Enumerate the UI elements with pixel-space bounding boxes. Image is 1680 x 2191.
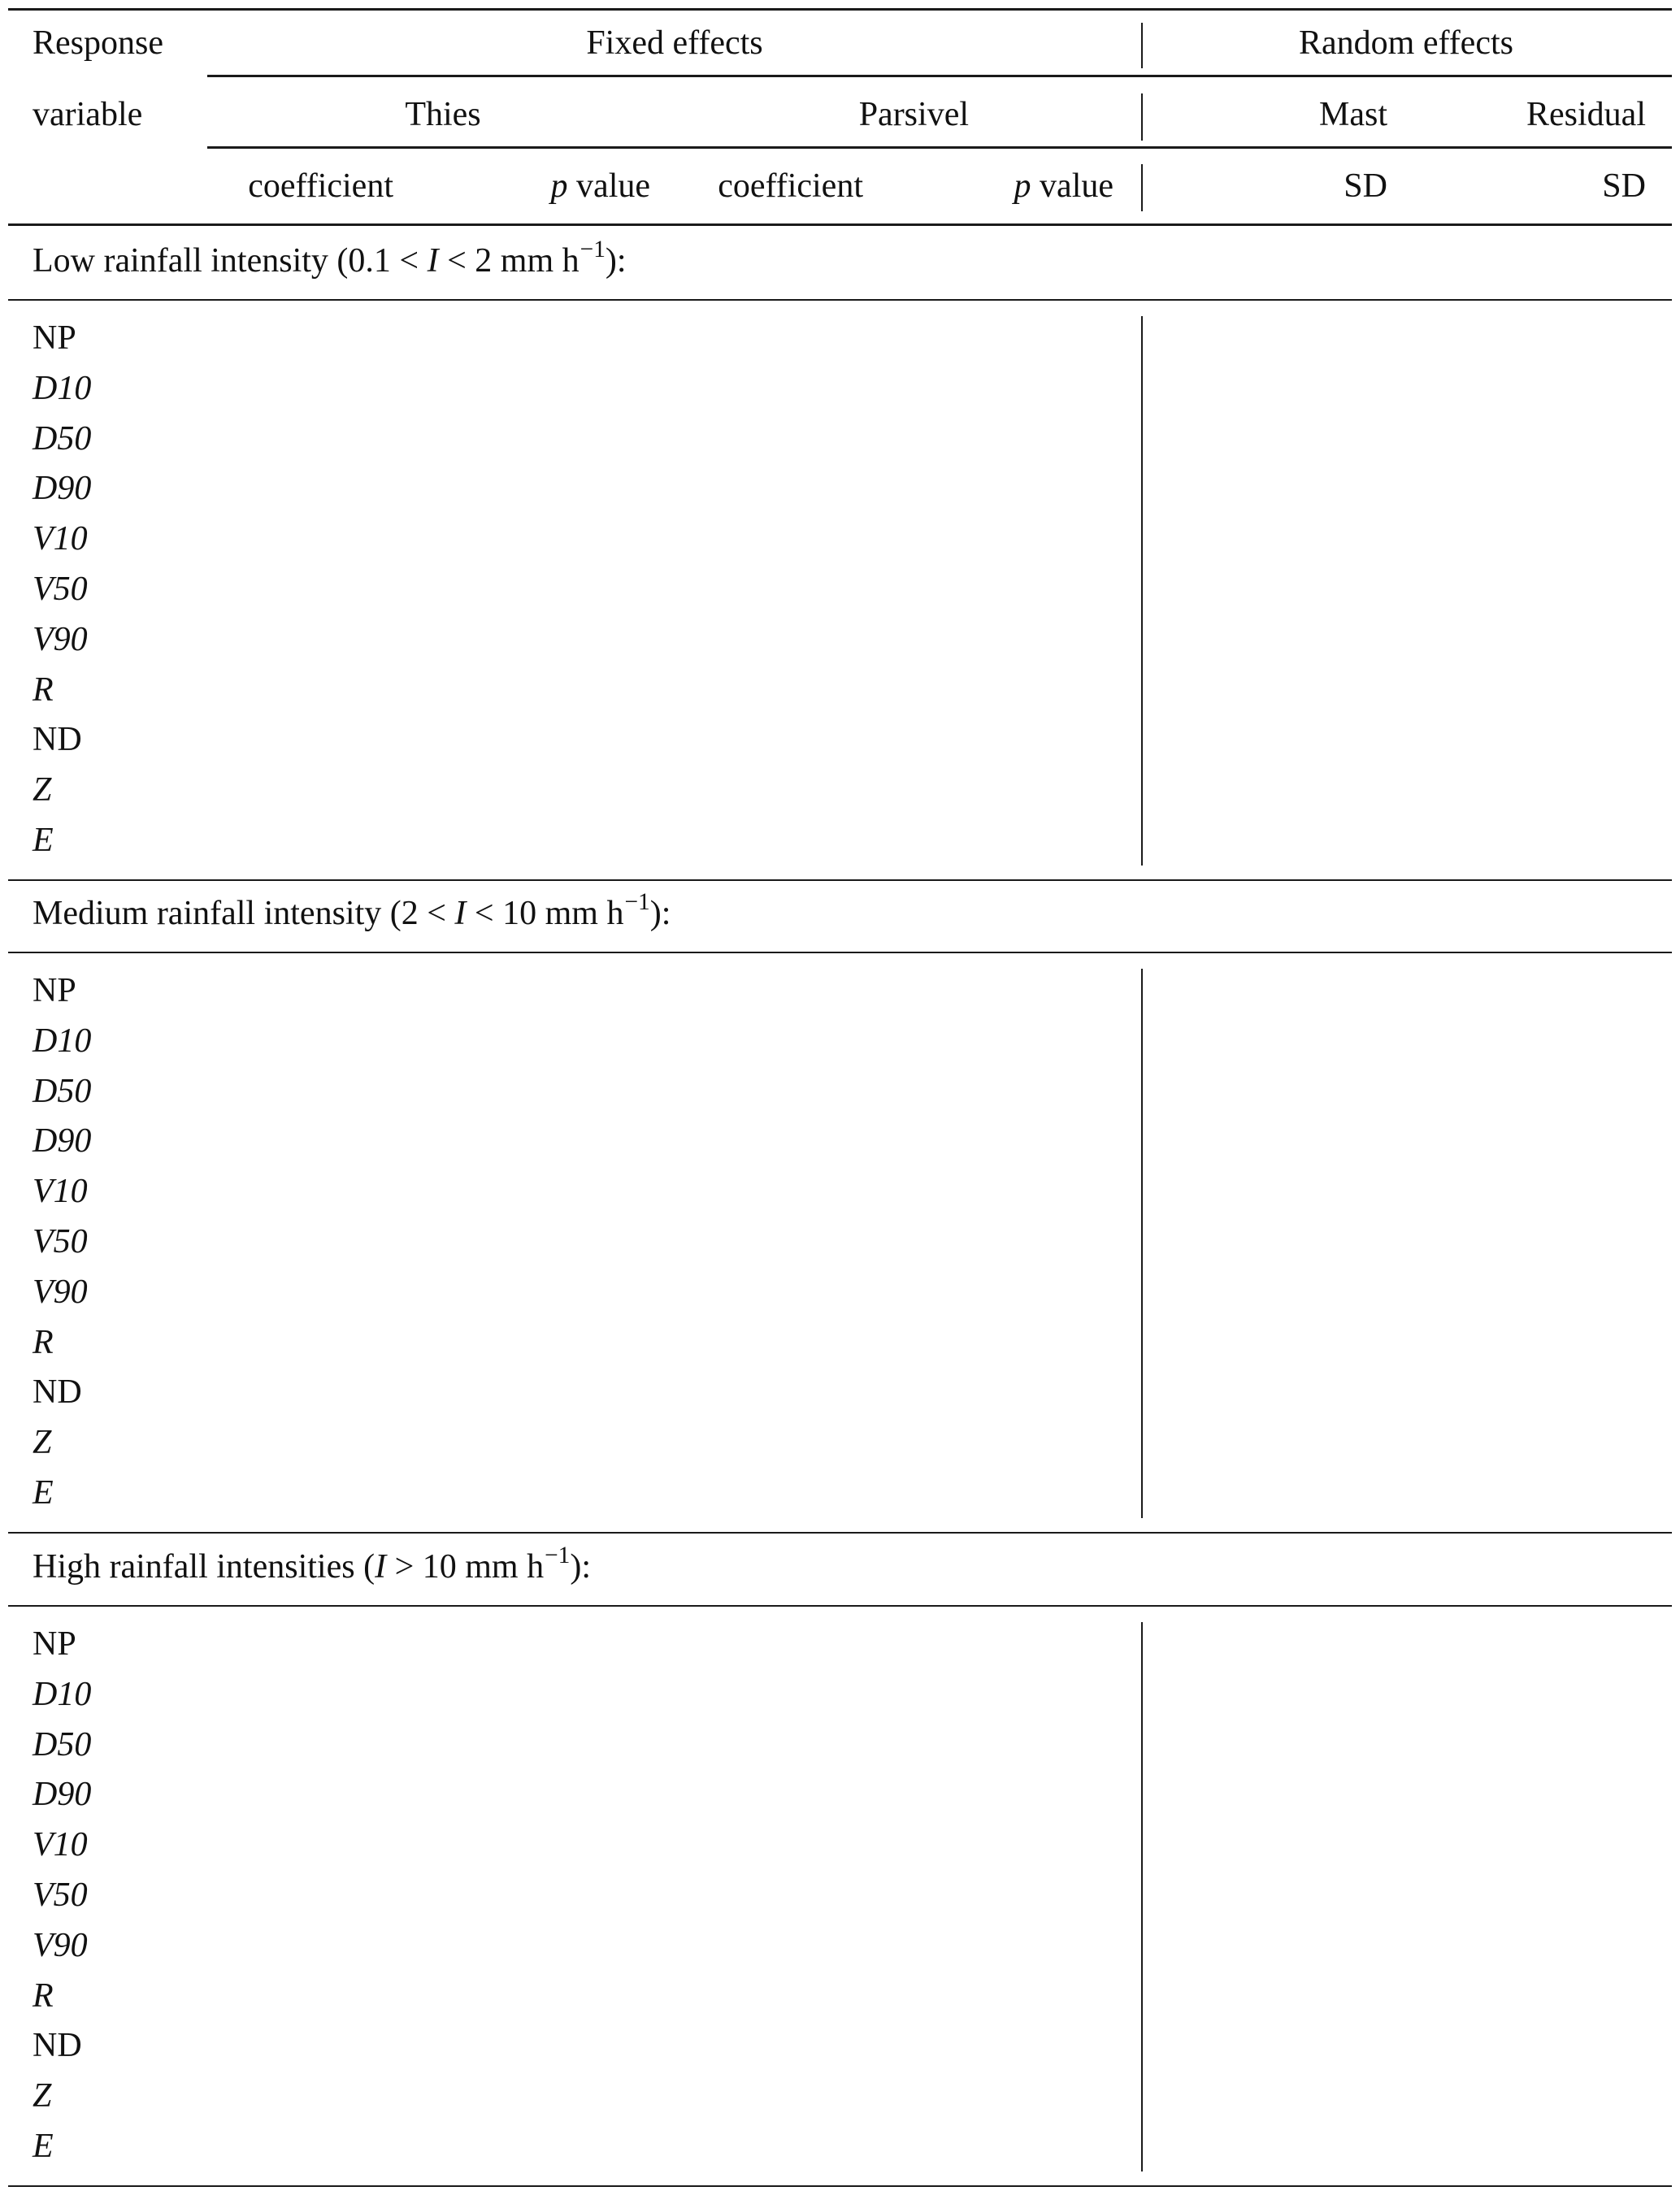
section-bottom-rule — [8, 2185, 1672, 2187]
response-variable: V90 — [33, 1926, 88, 1964]
value-word: value — [567, 167, 650, 205]
title-mid: < 2 mm h — [438, 242, 580, 280]
title-suffix: ): — [649, 895, 671, 932]
section-rule — [8, 952, 1672, 953]
title-exponent: −1 — [580, 236, 606, 262]
title-prefix: Low rainfall intensity (0.1 < — [33, 242, 428, 280]
section-title — [33, 236, 627, 280]
response-variable: D90 — [33, 470, 92, 508]
title-variable: I — [427, 242, 439, 280]
response-variable: NP — [33, 319, 76, 357]
header-response: Response — [33, 24, 163, 62]
response-variable: ND — [33, 721, 82, 759]
response-variable: D90 — [33, 1776, 92, 1814]
title-mid: > 10 mm h — [386, 1548, 545, 1586]
response-variable: NP — [33, 972, 76, 1009]
response-variable: V50 — [33, 1223, 88, 1260]
header-rule-1 — [207, 75, 1672, 77]
title-prefix: High rainfall intensities ( — [33, 1548, 376, 1586]
response-variable: D10 — [33, 1022, 92, 1060]
header-mast: Mast — [1319, 96, 1387, 133]
title-variable: I — [454, 895, 467, 932]
header-divider-1 — [1141, 23, 1143, 68]
header-bottom-rule — [8, 223, 1672, 226]
response-variable: V90 — [33, 620, 88, 658]
value-word: value — [1031, 167, 1113, 205]
header-divider-3 — [1141, 164, 1143, 211]
p-symbol: p — [550, 167, 568, 205]
response-variable: NP — [33, 1625, 76, 1663]
header-variable: variable — [33, 96, 143, 133]
p-symbol: p — [1014, 167, 1031, 205]
section-bottom-rule — [8, 879, 1672, 881]
header-residual: Residual — [1526, 96, 1646, 133]
header-rule-2 — [207, 146, 1672, 149]
title-suffix: ): — [570, 1548, 592, 1586]
header-divider-2 — [1141, 93, 1143, 141]
response-variable: D10 — [33, 1675, 92, 1713]
section-title — [33, 1542, 592, 1586]
section-divider — [1141, 1622, 1143, 2171]
response-variable: E — [33, 822, 54, 859]
header-thies-coefficient: coefficient — [248, 167, 393, 205]
header-parsivel-pvalue — [1014, 169, 1113, 203]
response-variable: V10 — [33, 1826, 88, 1864]
title-mid: < 10 mm h — [466, 895, 624, 932]
response-variable: D50 — [33, 419, 92, 458]
response-variable: V50 — [33, 571, 88, 608]
section-title — [33, 888, 671, 932]
response-variable: ND — [33, 2027, 82, 2065]
section-rule — [8, 299, 1672, 301]
response-variable: E — [33, 1474, 54, 1512]
header-parsivel: Parsivel — [858, 96, 969, 133]
header-residual-sd: SD — [1602, 167, 1646, 205]
response-variable: R — [33, 670, 54, 709]
response-variable: D50 — [33, 1725, 92, 1764]
response-variable: V50 — [33, 1876, 88, 1914]
response-variable: D50 — [33, 1072, 92, 1110]
top-rule — [8, 8, 1672, 11]
response-variable: Z — [33, 2077, 52, 2115]
title-exponent: −1 — [624, 888, 650, 915]
response-variable: D10 — [33, 369, 92, 407]
section-divider — [1141, 969, 1143, 1518]
response-variable: D90 — [33, 1122, 92, 1161]
response-variable: E — [33, 2128, 54, 2165]
header-mast-sd: SD — [1344, 167, 1387, 205]
response-variable: Z — [33, 771, 52, 809]
response-variable: R — [33, 1323, 54, 1361]
header-fixed-effects: Fixed effects — [586, 24, 763, 62]
header-random-effects: Random effects — [1299, 24, 1513, 62]
header-thies-pvalue — [551, 169, 650, 203]
response-variable: V90 — [33, 1273, 88, 1311]
response-variable: V10 — [33, 520, 88, 558]
response-variable: Z — [33, 1424, 52, 1462]
header-thies: Thies — [405, 96, 481, 133]
title-exponent: −1 — [545, 1542, 571, 1568]
response-variable: V10 — [33, 1173, 88, 1211]
response-variable: ND — [33, 1373, 82, 1412]
title-variable: I — [375, 1548, 387, 1586]
response-variable: R — [33, 1976, 54, 2015]
title-suffix: ): — [605, 242, 627, 280]
title-prefix: Medium rainfall intensity (2 < — [33, 895, 455, 932]
section-rule — [8, 1605, 1672, 1607]
section-bottom-rule — [8, 1532, 1672, 1534]
header-parsivel-coefficient: coefficient — [718, 167, 863, 205]
section-divider — [1141, 316, 1143, 866]
